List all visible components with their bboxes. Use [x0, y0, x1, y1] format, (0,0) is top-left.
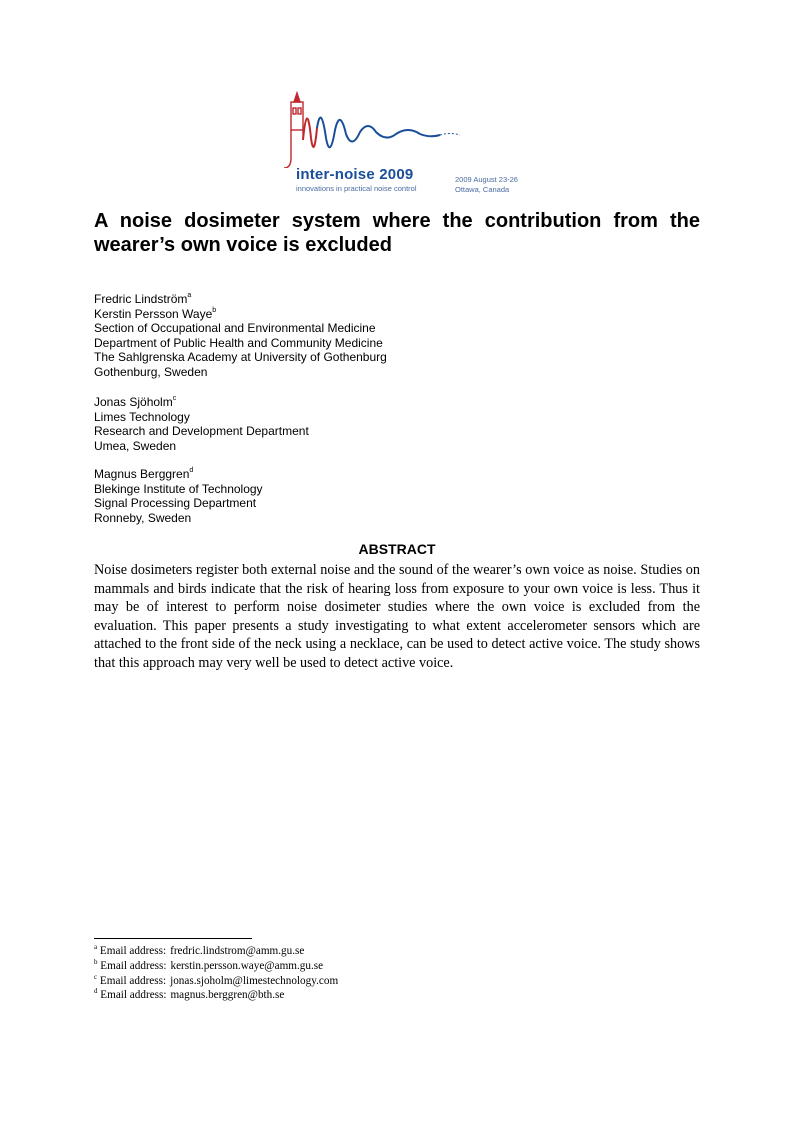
author-group-1 — [94, 292, 387, 380]
email-address: jonas.sjoholm@limestechnology.com — [170, 974, 339, 987]
abstract-heading: ABSTRACT — [358, 541, 436, 557]
footnote: $^c$ Email address: jonas.sjoholm@limestechnology.com — [94, 972, 339, 987]
affiliation-line: Section of Occupational and Environmental Medicine — [94, 321, 376, 336]
paper-title: A noise dosimeter system where the contribution from the wearer’s own voice is excluded — [94, 210, 700, 256]
footnote-mark: d — [189, 467, 194, 474]
footnote: $^b$ Email address: kerstin.persson.waye@amm.gu.se — [94, 957, 324, 972]
footnote: $^a$ Email address: fredric.lindstrom@amm.gu.se — [94, 943, 305, 957]
affiliation-line: Blekinge Institute of Technology — [94, 481, 263, 496]
email-address: magnus.berggren@bth.se — [170, 989, 285, 1002]
peace-tower-icon — [284, 93, 303, 168]
affiliation-line: Ronneby, Sweden — [94, 510, 192, 525]
author-name: Magnus Berggren$^d$ — [94, 467, 194, 481]
affiliation-line: The Sahlgrenska Academy at University of Gothenburg — [94, 350, 387, 365]
abstract-body: Noise dosimeters register both external noise and the sound of the wearer’s own voice as noise. Studies on mammals and birds indicate that the risk of hearing loss from exposure to your own voice is less. Thus it may be of interest to perform noise dosimeter studies where the own voice is excluded from the evaluation. This paper presents a study investigating to what extent accelerometer sensors which are attached to the front side of the neck using a necklace, can be used to detect active voice. The study shows that this approach may very well be used to detect active voice. — [94, 562, 700, 671]
logo-name: inter-noise 2009 — [296, 166, 414, 183]
footnote-divider — [94, 938, 252, 939]
affiliation-line: Gothenburg, Sweden — [94, 364, 208, 379]
author-name: Kerstin Persson Waye$^b$ — [94, 306, 217, 321]
footnotes — [94, 944, 338, 1003]
author-group-2 — [94, 395, 309, 453]
affiliation-line: Research and Development Department — [94, 424, 309, 439]
affiliation-line: Signal Processing Department — [94, 496, 257, 511]
email-address: fredric.lindstrom@amm.gu.se — [170, 945, 305, 957]
affiliation-line: Department of Public Health and Community Medicine — [94, 335, 383, 350]
conference-logo — [280, 88, 540, 198]
footnote-mark: a — [187, 292, 192, 299]
affiliation-line: Limes Technology — [94, 409, 190, 424]
logo-tagline: innovations in practical noise control — [296, 184, 417, 193]
footnote-mark: b — [212, 306, 217, 314]
author-name: Jonas Sjöholm$^c$ — [94, 395, 177, 409]
logo-place: Ottawa, Canada — [455, 185, 510, 194]
email-address: kerstin.persson.waye@amm.gu.se — [170, 959, 324, 972]
sound-wave-icon — [303, 118, 317, 146]
author-group-3 — [94, 467, 263, 525]
footnote-mark: c — [172, 395, 177, 402]
logo-graphic — [280, 88, 540, 168]
affiliation-line: Umea, Sweden — [94, 438, 177, 453]
logo-date: 2009 August 23-26 — [455, 175, 518, 184]
footnote: $^d$ Email address: magnus.berggren@bth.se — [94, 987, 285, 1002]
author-name: Fredric Lindström$^a$ — [94, 292, 192, 306]
